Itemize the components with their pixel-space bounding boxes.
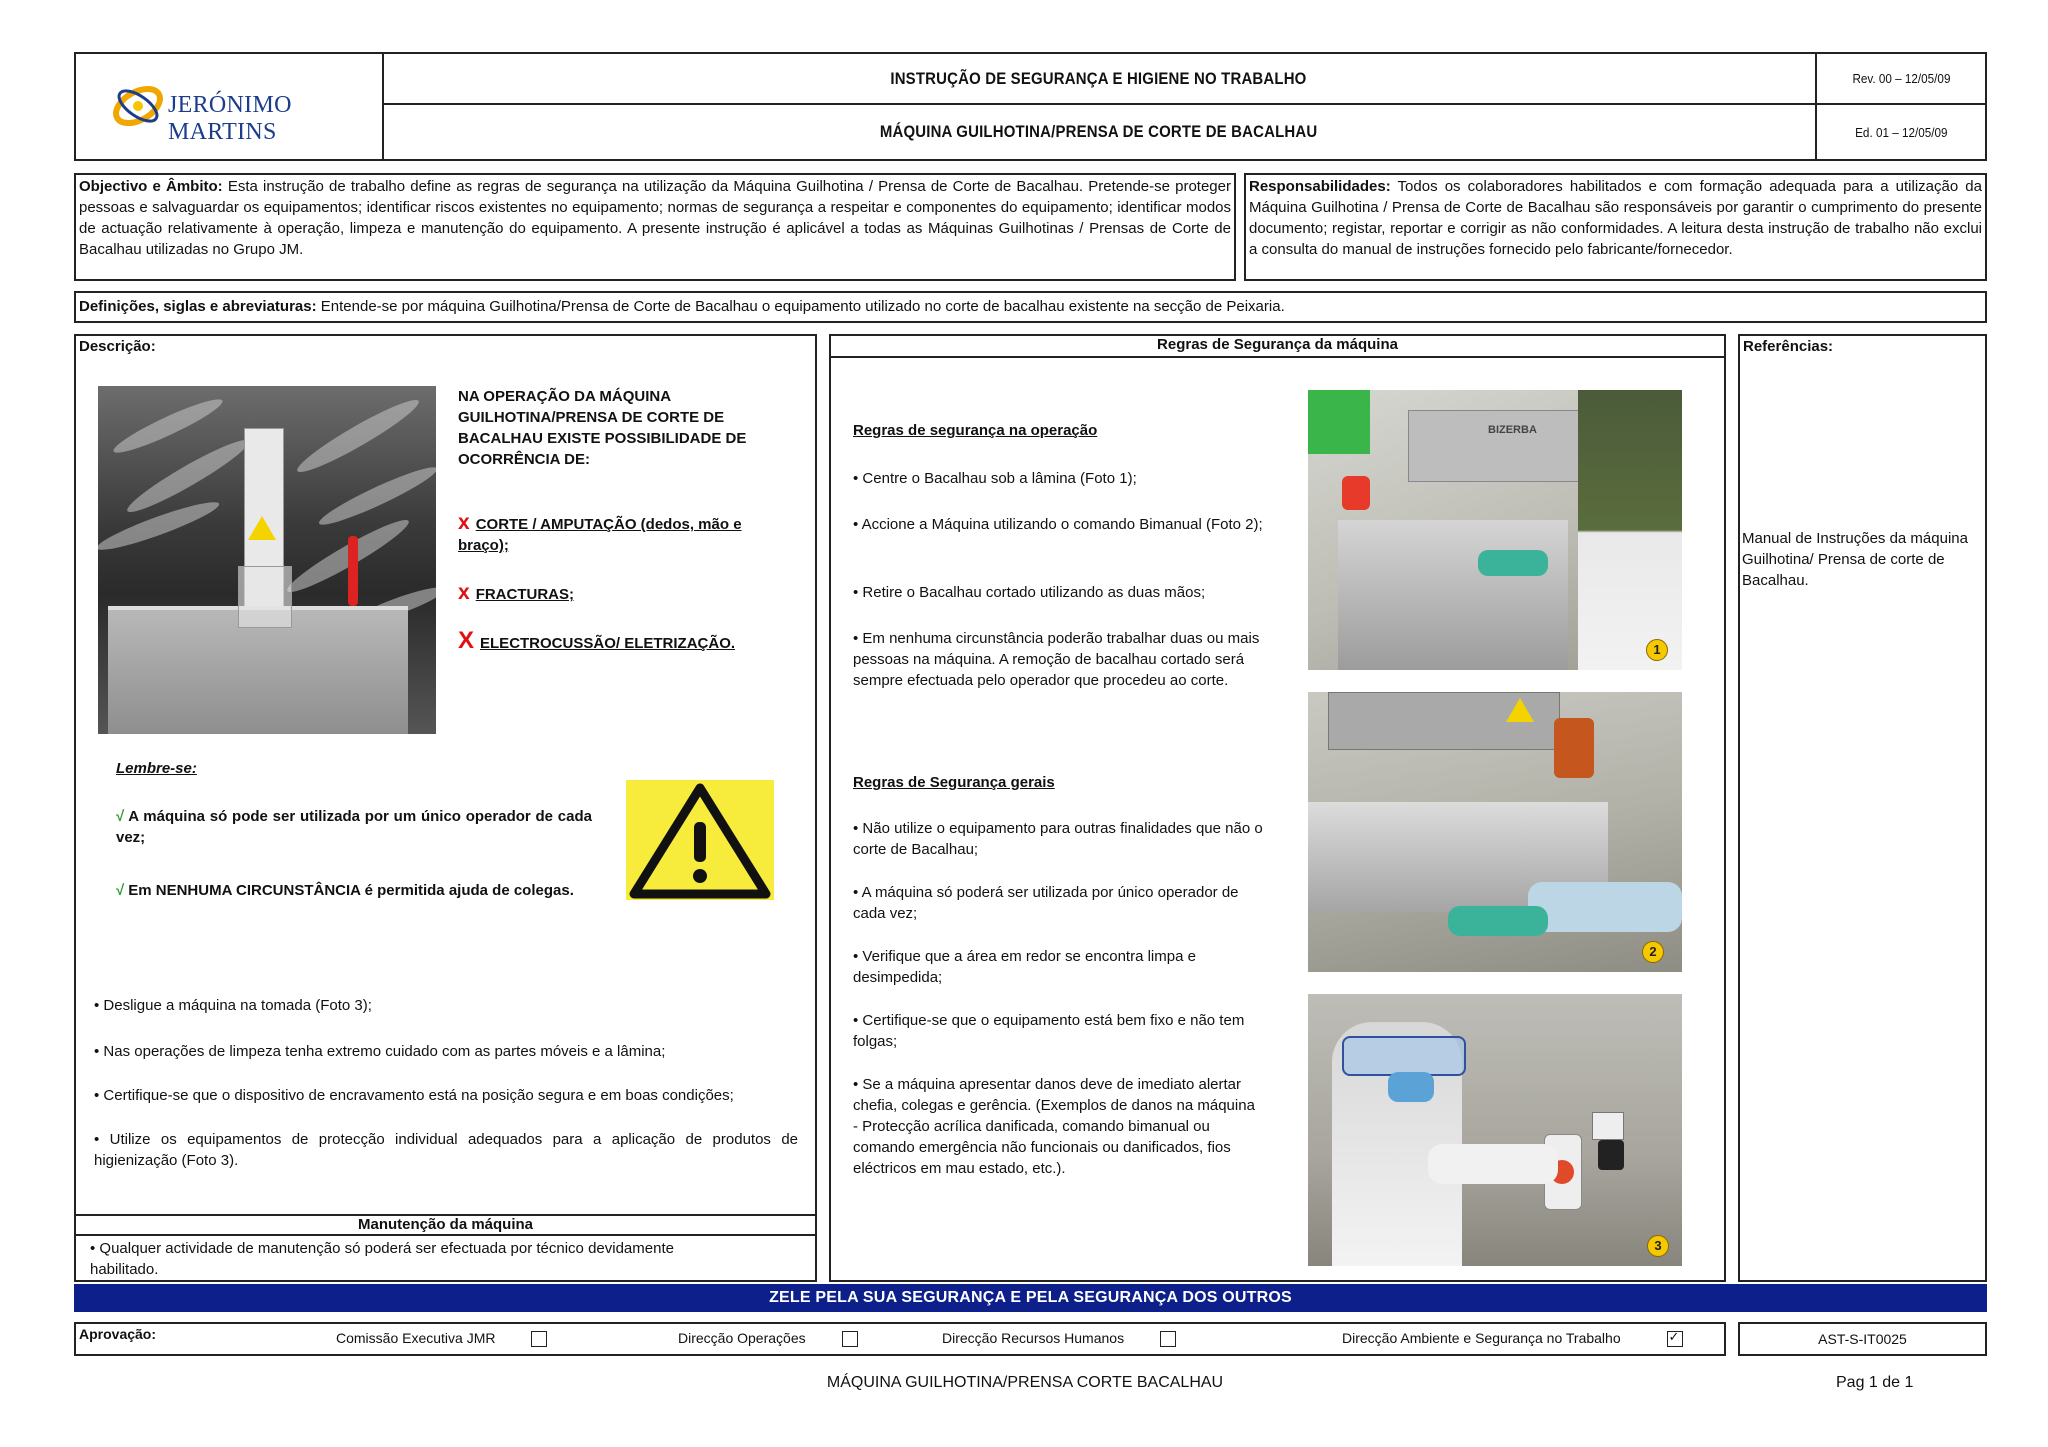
objective-label: Objectivo e Âmbito:: [79, 178, 223, 195]
cleaning-item-3-text: Certifique-se que o dispositivo de encravamento está na posição segura e em boas condições;: [103, 1087, 734, 1104]
general-rule-3: • Verifique que a área em redor se encontra limpa e desimpedida;: [853, 948, 1196, 986]
photo-1-table: [1338, 520, 1568, 670]
responsibilities-label: Responsabilidades:: [1249, 178, 1391, 195]
approval-item-2: [678, 1330, 858, 1347]
warning-triangle-icon: [626, 780, 774, 900]
title-cell: [382, 54, 1817, 105]
remember-item-2-text: Em NENHUMA CIRCUNSTÂNCIA é permitida ajuda de colegas.: [128, 882, 574, 899]
remember-item-1-text: A máquina só pode ser utilizada por um único operador de cada vez;: [116, 808, 592, 846]
rules-title: Regras de Segurança da máquina: [1157, 336, 1398, 353]
general-rule-2: • A máquina só poderá ser utilizada por único operador de cada vez;: [853, 884, 1239, 922]
photo-3-ppe: [1308, 994, 1682, 1266]
description-label: Descrição:: [79, 338, 156, 355]
photo-2-warning-label: [1506, 698, 1534, 722]
references-text: Manual de Instruções da máquina Guilhotina/ Prensa de corte de Bacalhau.: [1742, 530, 1968, 589]
hazard-3-mark: X: [458, 627, 475, 654]
risk-intro: NA OPERAÇÃO DA MÁQUINA GUILHOTINA/PRENSA DE CORTE DE BACALHAU EXISTE POSSIBILIDADE DE OCORRÊNCIA DE:: [458, 388, 747, 468]
references-box: [1738, 334, 1987, 1282]
approval-item-3-label: Direcção Recursos Humanos: [942, 1330, 1125, 1346]
objective-text: Esta instrução de trabalho define as regras de segurança na utilização da Máquina Guilhotina / Prensa de Corte de Bacalhau. Pretende-se proteger pessoas e salvaguardar os equipamentos; identificar riscos existentes no equipamento; normas de segurança a respeitar e componentes do equipamento; identificar modos de actuação relativamente à operação, limpeza e manutenção do equipamento. A presente instrução é aplicável a todas as Máquinas Guilhotinas / Prensas de Corte de Bacalhau utilizadas no Grupo JM.: [79, 178, 1231, 258]
objective-box: [74, 173, 1236, 281]
general-rule-1-text: Não utilize o equipamento para outras finalidades que não o corte de Bacalhau;: [853, 820, 1263, 858]
operation-rules-title: Regras de segurança na operação: [853, 422, 1098, 439]
safety-banner: [74, 1284, 1987, 1312]
definitions-box: [74, 291, 1987, 323]
operation-rule-2-text: Accione a Máquina utilizando o comando Bimanual (Foto 2);: [861, 516, 1263, 533]
machine-red-handle: [348, 536, 358, 606]
photo-1-glove: [1478, 550, 1548, 576]
general-rules-title: Regras de Segurança gerais: [853, 774, 1055, 791]
cleaning-item-4-text: Utilize os equipamentos de protecção individual adequados para a aplicação de produtos de higienização (Foto 3).: [94, 1131, 798, 1169]
machine-warning-label: [248, 516, 276, 540]
cleaning-item-4: • Utilize os equipamentos de protecção individual adequados para a aplicação de produtos de higienização (Foto 3).: [94, 1131, 798, 1169]
logo-cell: [76, 54, 384, 159]
operation-rule-1-text: Centre o Bacalhau sob a lâmina (Foto 1);: [862, 470, 1137, 487]
general-rule-4: • Certifique-se que o equipamento está bem fixo e não tem folgas;: [853, 1012, 1245, 1050]
responsibilities-text: Todos os colaboradores habilitados e com formação adequada para a utilização da Máquina Guilhotina / Prensa de Corte de Bacalhau são responsáveis por garantir o cumprimento do presente documento; registar, reportar e corrigir as não conformidades. A leitura desta instrução de trabalho não exclui a consulta do manual de instruções fornecido pelo fabricante/fornecedor.: [1249, 178, 1982, 258]
safety-banner-text: ZELE PELA SUA SEGURANÇA E PELA SEGURANÇA DOS OUTROS: [769, 1289, 1292, 1306]
operation-rule-3: • Retire o Bacalhau cortado utilizando as duas mãos;: [853, 584, 1206, 601]
maintenance-box: [74, 1214, 817, 1282]
photo-3-arm: [1428, 1144, 1558, 1184]
maintenance-header: [76, 1216, 815, 1236]
operation-rule-3-text: Retire o Bacalhau cortado utilizando as duas mãos;: [862, 584, 1206, 601]
hazard-1-label: CORTE / AMPUTAÇÃO (dedos, mão e braço);: [458, 516, 742, 554]
approval-label: Aprovação:: [79, 1326, 157, 1342]
photo-3-socket: [1592, 1112, 1624, 1140]
operation-rule-4: • Em nenhuma circunstância poderão trabalhar duas ou mais pessoas na máquina. A remoção de bacalhau cortado será sempre efectuada pelo operador que procedeu ao corte.: [853, 630, 1260, 689]
approval-item-4: [1342, 1330, 1683, 1347]
photo-2-bimanual: [1308, 692, 1682, 972]
general-rule-4-text: Certifique-se que o equipamento está bem fixo e não tem folgas;: [853, 1012, 1245, 1050]
footer-title: MÁQUINA GUILHOTINA/PRENSA CORTE BACALHAU: [826, 1374, 1224, 1391]
header-table: [74, 52, 1987, 161]
approval-item-1-label: Comissão Executiva JMR: [336, 1330, 496, 1346]
photo-2-number-badge: 2: [1642, 941, 1664, 963]
photo-3-number-badge: 3: [1647, 1235, 1669, 1257]
machine-photo: [98, 386, 436, 734]
operation-rule-4-text: Em nenhuma circunstância poderão trabalhar duas ou mais pessoas na máquina. A remoção de bacalhau cortado será sempre efectuada pelo operador que procedeu ao corte.: [853, 630, 1260, 689]
photo-1-red-button: [1342, 476, 1370, 510]
description-box: [74, 334, 817, 957]
logo-text: JERÓNIMO MARTINS: [168, 92, 292, 145]
approval-item-2-checkbox[interactable]: [842, 1331, 858, 1347]
document-title: INSTRUÇÃO DE SEGURANÇA E HIGIENE NO TRABALHO: [890, 68, 1307, 88]
references-label: Referências:: [1743, 338, 1834, 355]
objective-paragraph: [79, 176, 1231, 260]
document-code: AST-S-IT0025: [1818, 1331, 1907, 1347]
check-mark-icon: √: [116, 808, 125, 825]
cleaning-box: [74, 955, 817, 1216]
edition-cell: [1817, 105, 1985, 159]
hazard-1-mark: x: [458, 511, 470, 534]
check-mark-icon: √: [116, 882, 125, 899]
responsibilities-box: [1244, 173, 1987, 281]
maintenance-title: Manutenção da máquina: [357, 1216, 534, 1233]
rules-header: [831, 336, 1724, 358]
approval-item-3: [942, 1330, 1176, 1347]
cleaning-item-2-text: Nas operações de limpeza tenha extremo cuidado com as partes móveis e a lâmina;: [103, 1043, 666, 1060]
photo-3-mask: [1388, 1072, 1434, 1102]
hazard-2: [458, 582, 778, 605]
approval-item-2-label: Direcção Operações: [678, 1330, 806, 1346]
machine-blade-window: [238, 566, 292, 628]
approval-item-1: [336, 1330, 547, 1347]
photo-2-arm: [1528, 882, 1682, 932]
photo-1-number-badge: 1: [1646, 639, 1668, 661]
definitions-text: Entende-se por máquina Guilhotina/Prensa de Corte de Bacalhau o equipamento utilizado no corte de bacalhau existente na secção de Peixaria.: [316, 298, 1285, 315]
photo-1-green-sign: [1308, 390, 1370, 454]
approval-box: [74, 1322, 1726, 1356]
approval-item-3-checkbox[interactable]: [1160, 1331, 1176, 1347]
hazard-3-label: ELECTROCUSSÃO/ ELETRIZAÇÃO.: [480, 635, 736, 652]
photo-2-orange-container: [1554, 718, 1594, 778]
photo-3-visor: [1342, 1036, 1466, 1076]
warning-sign: [626, 780, 774, 900]
definitions-paragraph: [79, 296, 1982, 317]
remember-label: Lembre-se:: [116, 760, 197, 777]
document-subtitle: MÁQUINA GUILHOTINA/PRENSA DE CORTE DE BACALHAU: [879, 122, 1318, 141]
photo-1-brand: BIZERBA: [1488, 424, 1537, 436]
photo-1-operation: [1308, 390, 1682, 670]
general-rule-1: • Não utilize o equipamento para outras finalidades que não o corte de Bacalhau;: [853, 820, 1263, 858]
approval-item-4-checkbox[interactable]: [1667, 1331, 1683, 1347]
approval-item-4-label: Direcção Ambiente e Segurança no Trabalho: [1342, 1330, 1621, 1346]
rules-box: [829, 334, 1726, 1282]
revision-cell: [1817, 54, 1985, 105]
operation-rule-2: • Accione a Máquina utilizando o comando Bimanual (Foto 2);: [853, 516, 1263, 533]
maintenance-item-1: • Qualquer actividade de manutenção só poderá ser efectuada por técnico devidamente habilitado.: [90, 1240, 674, 1278]
jeronimo-martins-logo-icon: [108, 76, 168, 136]
revision-text: Rev. 00 – 12/05/09: [1851, 71, 1951, 86]
hazard-2-label: FRACTURAS;: [475, 586, 575, 603]
document-code-box: [1738, 1322, 1987, 1356]
hazard-3: [458, 627, 788, 654]
approval-item-1-checkbox[interactable]: [531, 1331, 547, 1347]
general-rule-3-text: Verifique que a área em redor se encontra limpa e desimpedida;: [853, 948, 1196, 986]
subtitle-cell: [382, 105, 1817, 159]
cleaning-item-1: • Desligue a máquina na tomada (Foto 3);: [94, 997, 372, 1014]
general-rule-5: • Se a máquina apresentar danos deve de imediato alertar chefia, colegas e gerência. (Exemplos de danos na máquina - Protecção acrílica danificada, comando bimanual ou comando emergência não funcionais ou danificados, fios eléctricos em mau estado, etc.).: [853, 1076, 1255, 1177]
photo-3-plug: [1598, 1140, 1624, 1170]
remember-item-1: [116, 806, 592, 848]
responsibilities-paragraph: [1249, 176, 1982, 260]
edition-text: Ed. 01 – 12/05/09: [1854, 124, 1948, 140]
cleaning-item-3: • Certifique-se que o dispositivo de encravamento está na posição segura e em boas condições;: [94, 1087, 734, 1104]
general-rule-5-text: Se a máquina apresentar danos deve de imediato alertar chefia, colegas e gerência. (Exemplos de danos na máquina - Protecção acrílica danificada, comando bimanual ou comando emergência não funcionais ou danificados, fios eléctricos em mau estado, etc.).: [853, 1076, 1255, 1177]
footer-page: Pag 1 de 1: [1836, 1374, 1914, 1391]
hazard-1: [458, 512, 778, 556]
hazard-2-mark: x: [458, 581, 470, 604]
operation-rule-1: • Centre o Bacalhau sob a lâmina (Foto 1);: [853, 470, 1137, 487]
photo-2-glove: [1448, 906, 1548, 936]
definitions-label: Definições, siglas e abreviaturas:: [79, 298, 317, 315]
cleaning-item-1-text: Desligue a máquina na tomada (Foto 3);: [103, 997, 372, 1014]
remember-item-2: [116, 880, 592, 901]
general-rule-2-text: A máquina só poderá ser utilizada por único operador de cada vez;: [853, 884, 1239, 922]
maintenance-item-1-text: Qualquer actividade de manutenção só poderá ser efectuada por técnico devidamente habilitado.: [90, 1240, 674, 1278]
cleaning-item-2: • Nas operações de limpeza tenha extremo cuidado com as partes móveis e a lâmina;: [94, 1043, 666, 1060]
photo-1-operator: [1578, 390, 1682, 670]
